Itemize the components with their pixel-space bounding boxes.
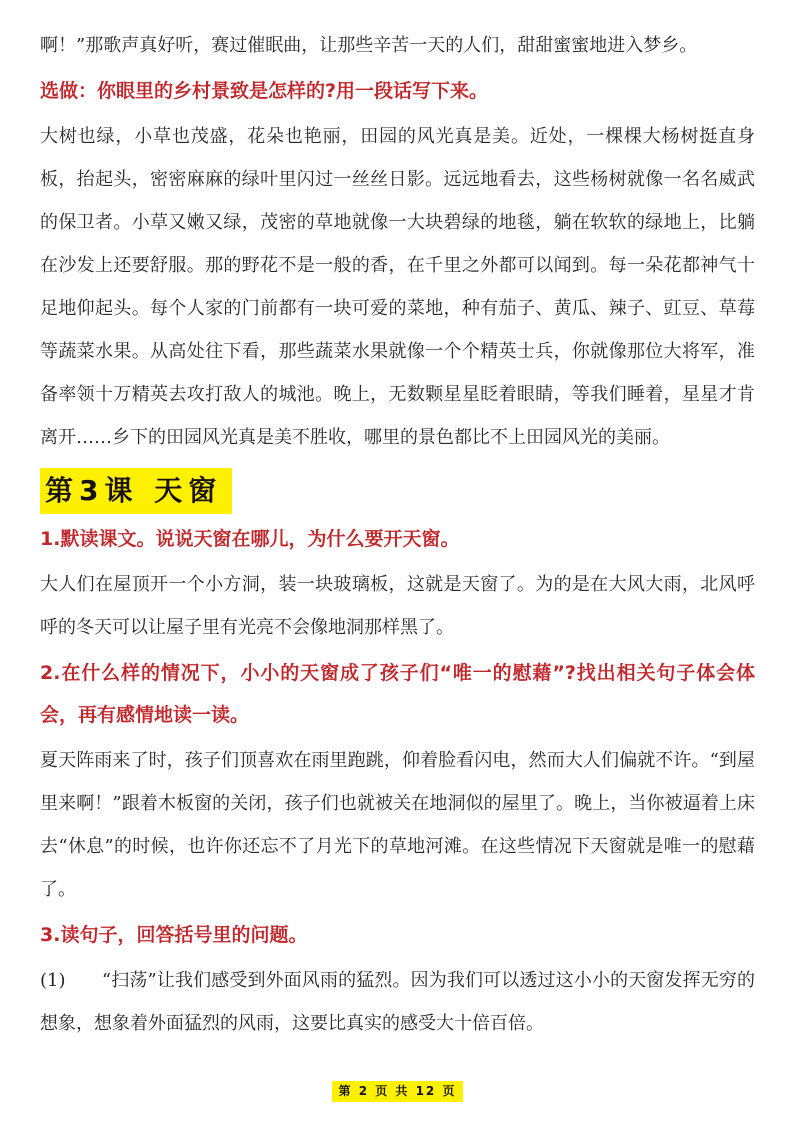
paragraph: 大人们在屋顶开一个小方洞，装一块玻璃板，这就是天窗了。为的是在大风大雨，北风呼呼的冬天可以让屋子里有光亮不会像地洞那样黑了。 [40, 574, 755, 638]
paragraph: 夏天阵雨来了时，孩子们顶喜欢在雨里跑跳，仰着脸看闪电，然而大人们偏就不许。“到屋里来啊！”跟着木板窗的关闭，孩子们也就被关在地洞似的屋里了。晚上，当你被逼着上床去“休息”的时候，也许你还忘不了月光下的草地河滩。在这些情况下天窗就是唯一的慰藉了。 [40, 750, 755, 900]
question-heading: 1.默读课文。说说天窗在哪儿，为什么要开天窗。 [40, 528, 460, 550]
page-number-badge: 第 2 页 共 12 页 [332, 1081, 464, 1102]
page-footer [40, 1065, 755, 1122]
paragraph: 大树也绿，小草也茂盛，花朵也艳丽，田园的风光真是美。近处，一棵棵大杨树挺直身板，抬起头，密密麻麻的绿叶里闪过一丝丝日影。远远地看去，这些杨树就像一名名威武的保卫者。小草又嫩又绿，茂密的草地就像一大块碧绿的地毯，躺在软软的绿地上，比躺在沙发上还要舒服。那的野花不是一般的香，在千里之外都可以闻到。每一朵花都神气十足地仰起头。每个人家的门前都有一块可爱的菜地，种有茄子、黄瓜、辣子、豇豆、草莓等蔬菜水果。从高处往下看，那些蔬菜水果就像一个个精英士兵，你就像那位大将军，准备率领十万精英去攻打敌人的城池。晚上，无数颗星星眨着眼睛，等我们睡着，星星才肯离开……乡下的田园风光真是美不胜收，哪里的景色都比不上田园风光的美丽。 [40, 126, 755, 448]
lesson-title-highlight: 第3课 天窗 [40, 468, 232, 514]
question-heading: 2.在什么样的情况下，小小的天窗成了孩子们“唯一的慰藉”?找出相关句子体会体会，再有感情地读一读。 [40, 662, 755, 726]
paragraph: 啊！”那歌声真好听，赛过催眠曲，让那些辛苦一天的人们，甜甜蜜蜜地进入梦乡。 [40, 35, 698, 56]
question-heading: 选做：你眼里的乡村景致是怎样的?用一段话写下来。 [40, 80, 489, 102]
question-heading: 3.读句子，回答括号里的问题。 [40, 924, 308, 946]
content-blocks [40, 24, 755, 1065]
paragraph: (1) “扫荡”让我们感受到外面风雨的猛烈。因为我们可以透过这小小的天窗发挥无穷的想象，想象着外面猛烈的风雨，这要比真实的感受大十倍百倍。 [40, 970, 755, 1034]
lesson-title [40, 468, 755, 514]
